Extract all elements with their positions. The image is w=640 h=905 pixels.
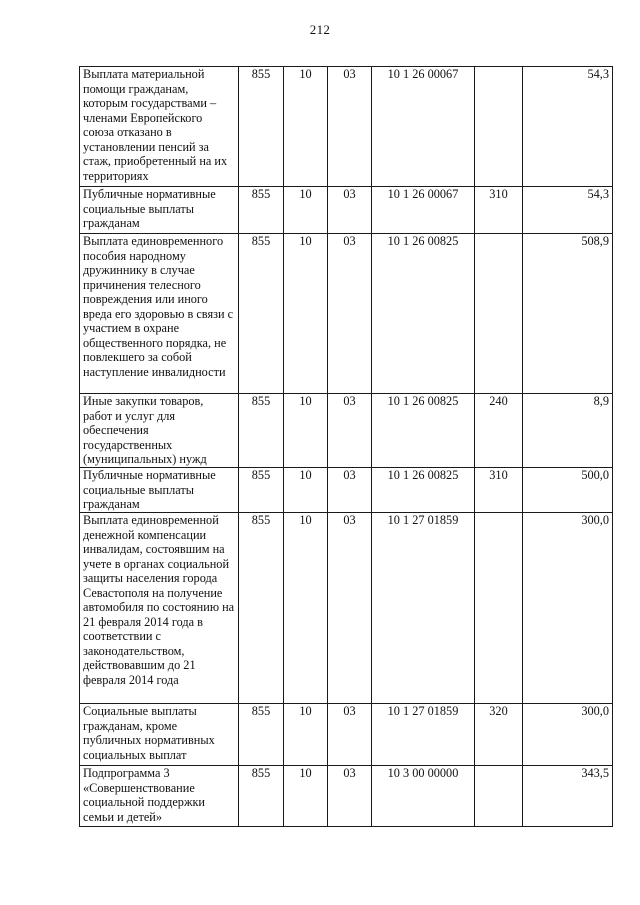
table-row bbox=[80, 704, 613, 766]
target-article-cell: 10 3 00 00000 bbox=[372, 766, 475, 827]
row-name-cell: Публичные нормативные социальные выплаты гражданам bbox=[80, 187, 239, 234]
row-name-cell: Выплата материальной помощи гражданам, которым государствами – членами Европейского союза отказано в установлении пенсий за стаж, приобретенный на их территориях bbox=[80, 67, 239, 187]
table-row bbox=[80, 187, 613, 234]
expense-type-cell: 310 bbox=[475, 187, 523, 234]
ved-code-cell: 855 bbox=[239, 513, 284, 704]
amount-cell: 54,3 bbox=[523, 67, 613, 187]
ved-code-cell: 855 bbox=[239, 234, 284, 394]
target-article-cell: 10 1 26 00067 bbox=[372, 67, 475, 187]
section-code-cell: 10 bbox=[284, 234, 328, 394]
row-name-cell: Подпрограмма 3 «Совершенствование социальной поддержки семьи и детей» bbox=[80, 766, 239, 827]
budget-table-body bbox=[80, 67, 613, 827]
expense-type-cell bbox=[475, 234, 523, 394]
table-row bbox=[80, 468, 613, 513]
target-article-cell: 10 1 26 00825 bbox=[372, 234, 475, 394]
ved-code-cell: 855 bbox=[239, 67, 284, 187]
expense-type-cell: 310 bbox=[475, 468, 523, 513]
row-name-cell: Выплата единовременного пособия народному дружиннику в случае причинения телесного повреждения или иного вреда его здоровью в связи с участием в охране общественного порядка, не повлекшего за собой наступление инвалидности bbox=[80, 234, 239, 394]
amount-cell: 300,0 bbox=[523, 704, 613, 766]
subsection-code-cell: 03 bbox=[328, 67, 372, 187]
subsection-code-cell: 03 bbox=[328, 187, 372, 234]
subsection-code-cell: 03 bbox=[328, 234, 372, 394]
expense-type-cell: 320 bbox=[475, 704, 523, 766]
subsection-code-cell: 03 bbox=[328, 704, 372, 766]
row-name-cell: Иные закупки товаров, работ и услуг для обеспечения государственных (муниципальных) нужд bbox=[80, 394, 239, 468]
amount-cell: 54,3 bbox=[523, 187, 613, 234]
amount-cell: 300,0 bbox=[523, 513, 613, 704]
amount-cell: 500,0 bbox=[523, 468, 613, 513]
section-code-cell: 10 bbox=[284, 187, 328, 234]
ved-code-cell: 855 bbox=[239, 704, 284, 766]
target-article-cell: 10 1 27 01859 bbox=[372, 513, 475, 704]
subsection-code-cell: 03 bbox=[328, 513, 372, 704]
section-code-cell: 10 bbox=[284, 766, 328, 827]
ved-code-cell: 855 bbox=[239, 187, 284, 234]
ved-code-cell: 855 bbox=[239, 766, 284, 827]
table-row bbox=[80, 234, 613, 394]
row-name-cell: Публичные нормативные социальные выплаты гражданам bbox=[80, 468, 239, 513]
row-name-cell: Выплата единовременной денежной компенсации инвалидам, состоявшим на учете в органах социальной защиты населения города Севастополя на получение автомобиля по состоянию на 21 февраля 2014 года в соответствии с законодательством, действовавшим до 21 февраля 2014 года bbox=[80, 513, 239, 704]
expense-type-cell bbox=[475, 67, 523, 187]
target-article-cell: 10 1 26 00825 bbox=[372, 468, 475, 513]
row-name-cell: Социальные выплаты гражданам, кроме публичных нормативных социальных выплат bbox=[80, 704, 239, 766]
target-article-cell: 10 1 26 00067 bbox=[372, 187, 475, 234]
section-code-cell: 10 bbox=[284, 704, 328, 766]
table-row bbox=[80, 766, 613, 827]
ved-code-cell: 855 bbox=[239, 468, 284, 513]
table-row bbox=[80, 67, 613, 187]
section-code-cell: 10 bbox=[284, 468, 328, 513]
amount-cell: 508,9 bbox=[523, 234, 613, 394]
table-row bbox=[80, 513, 613, 704]
expense-type-cell bbox=[475, 766, 523, 827]
table-row bbox=[80, 394, 613, 468]
budget-table bbox=[79, 66, 613, 827]
subsection-code-cell: 03 bbox=[328, 468, 372, 513]
page-number: 212 bbox=[309, 22, 331, 37]
subsection-code-cell: 03 bbox=[328, 394, 372, 468]
target-article-cell: 10 1 26 00825 bbox=[372, 394, 475, 468]
section-code-cell: 10 bbox=[284, 394, 328, 468]
ved-code-cell: 855 bbox=[239, 394, 284, 468]
section-code-cell: 10 bbox=[284, 513, 328, 704]
amount-cell: 343,5 bbox=[523, 766, 613, 827]
section-code-cell: 10 bbox=[284, 67, 328, 187]
target-article-cell: 10 1 27 01859 bbox=[372, 704, 475, 766]
expense-type-cell: 240 bbox=[475, 394, 523, 468]
subsection-code-cell: 03 bbox=[328, 766, 372, 827]
expense-type-cell bbox=[475, 513, 523, 704]
amount-cell: 8,9 bbox=[523, 394, 613, 468]
